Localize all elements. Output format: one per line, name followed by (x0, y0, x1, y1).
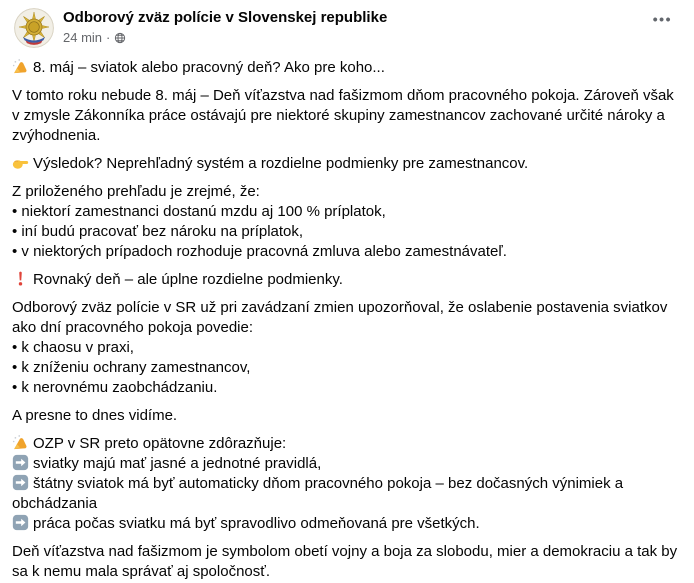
post-line (12, 378, 682, 398)
post-line (12, 406, 682, 426)
post-line-text: A presne to dnes vidíme. (12, 407, 178, 424)
post-line-text: • niektorí zamestnanci dostanú mzdu aj 100 % príplatok, (12, 203, 386, 220)
post-line-text: Rovnaký deň – ale úplne rozdielne podmienky. (33, 271, 343, 288)
post-line (12, 338, 682, 358)
post-line-text: • v niektorých prípadoch rozhoduje pracovná zmluva alebo zamestnávateľ. (12, 243, 507, 260)
post-line-text: OZP v SR preto opätovne zdôrazňuje: (33, 435, 287, 452)
pointing-right-icon (12, 154, 29, 171)
post-line-text: V tomto roku nebude 8. máj – Deň víťazstva nad fašizmom dňom pracovného pokoja. Zároveň však v zmysle Zákonníka práce ostávajú pre niektoré skupiny zamestnancov zachované určité nároky a zvýhodnenia. (12, 87, 674, 144)
post-paragraph (12, 298, 682, 398)
post-line (12, 202, 682, 222)
post-line (12, 58, 682, 78)
post-line (12, 514, 682, 534)
post-header (0, 0, 694, 50)
post-paragraph (12, 406, 682, 426)
post-line-text: • k zníženiu ochrany zamestnancov, (12, 359, 251, 376)
post-text (0, 50, 694, 582)
post-line-text: • iní budú pracovať bez nároku na príplatok, (12, 223, 304, 240)
arrow-right-icon (12, 514, 29, 531)
post-line (12, 454, 682, 474)
meta-separator: · (106, 30, 111, 45)
red-exclamation-icon (12, 270, 29, 287)
arrow-right-icon (12, 454, 29, 471)
post-line (12, 182, 682, 202)
post-line-text: Výsledok? Neprehľadný systém a rozdielne podmienky pre zamestnancov. (33, 155, 529, 172)
post-paragraph (12, 434, 682, 534)
post-line-text: sviatky majú mať jasné a jednotné pravidlá, (33, 455, 322, 472)
post-paragraph (12, 86, 682, 146)
arrow-right-icon (12, 474, 29, 491)
post-line (12, 154, 682, 174)
post-line-text: Deň víťazstva nad fašizmom je symbolom obetí vojny a boja za slobodu, mier a demokraciu a tak by sa k nemu mala správať aj spoločnosť. (12, 543, 678, 580)
post-paragraph (12, 154, 682, 174)
post-paragraph (12, 58, 682, 78)
post-line-text: • k chaosu v praxi, (12, 339, 134, 356)
post-line-text: štátny sviatok má byť automaticky dňom pracovného pokoja – bez dočasných výnimiek a obchádzania (12, 475, 624, 512)
post-line (12, 86, 682, 146)
post-paragraph (12, 542, 682, 582)
post-paragraph (12, 182, 682, 262)
megaphone-icon (12, 58, 29, 75)
globe-icon (114, 32, 126, 44)
post-options-button[interactable]: ••• (652, 11, 672, 27)
post-timestamp[interactable]: 24 min (63, 30, 103, 45)
post-line (12, 542, 682, 582)
post-line (12, 242, 682, 262)
post-paragraph (12, 270, 682, 290)
post-line (12, 222, 682, 242)
page-name[interactable]: Odborový zväz polície v Slovenskej republike (63, 9, 388, 26)
post-line (12, 298, 682, 338)
post-line (12, 358, 682, 378)
megaphone-icon (12, 434, 29, 451)
post-line-text: Odborový zväz polície v SR už pri zavádzaní zmien upozorňoval, že oslabenie postavenia sviatkov ako dní pracovného pokoja povedie: (12, 299, 668, 336)
post-line (12, 474, 682, 514)
post-line-text: 8. máj – sviatok alebo pracovný deň? Ako pre koho... (33, 59, 385, 76)
post-line (12, 270, 682, 290)
page-avatar[interactable] (14, 8, 54, 48)
post-line-text: Z priloženého prehľadu je zrejmé, že: (12, 183, 260, 200)
post-line-text: práca počas sviatku má byť spravodlivo odmeňovaná pre všetkých. (33, 515, 480, 532)
post-line (12, 434, 682, 454)
post-line-text: • k nerovnému zaobchádzaniu. (12, 379, 218, 396)
